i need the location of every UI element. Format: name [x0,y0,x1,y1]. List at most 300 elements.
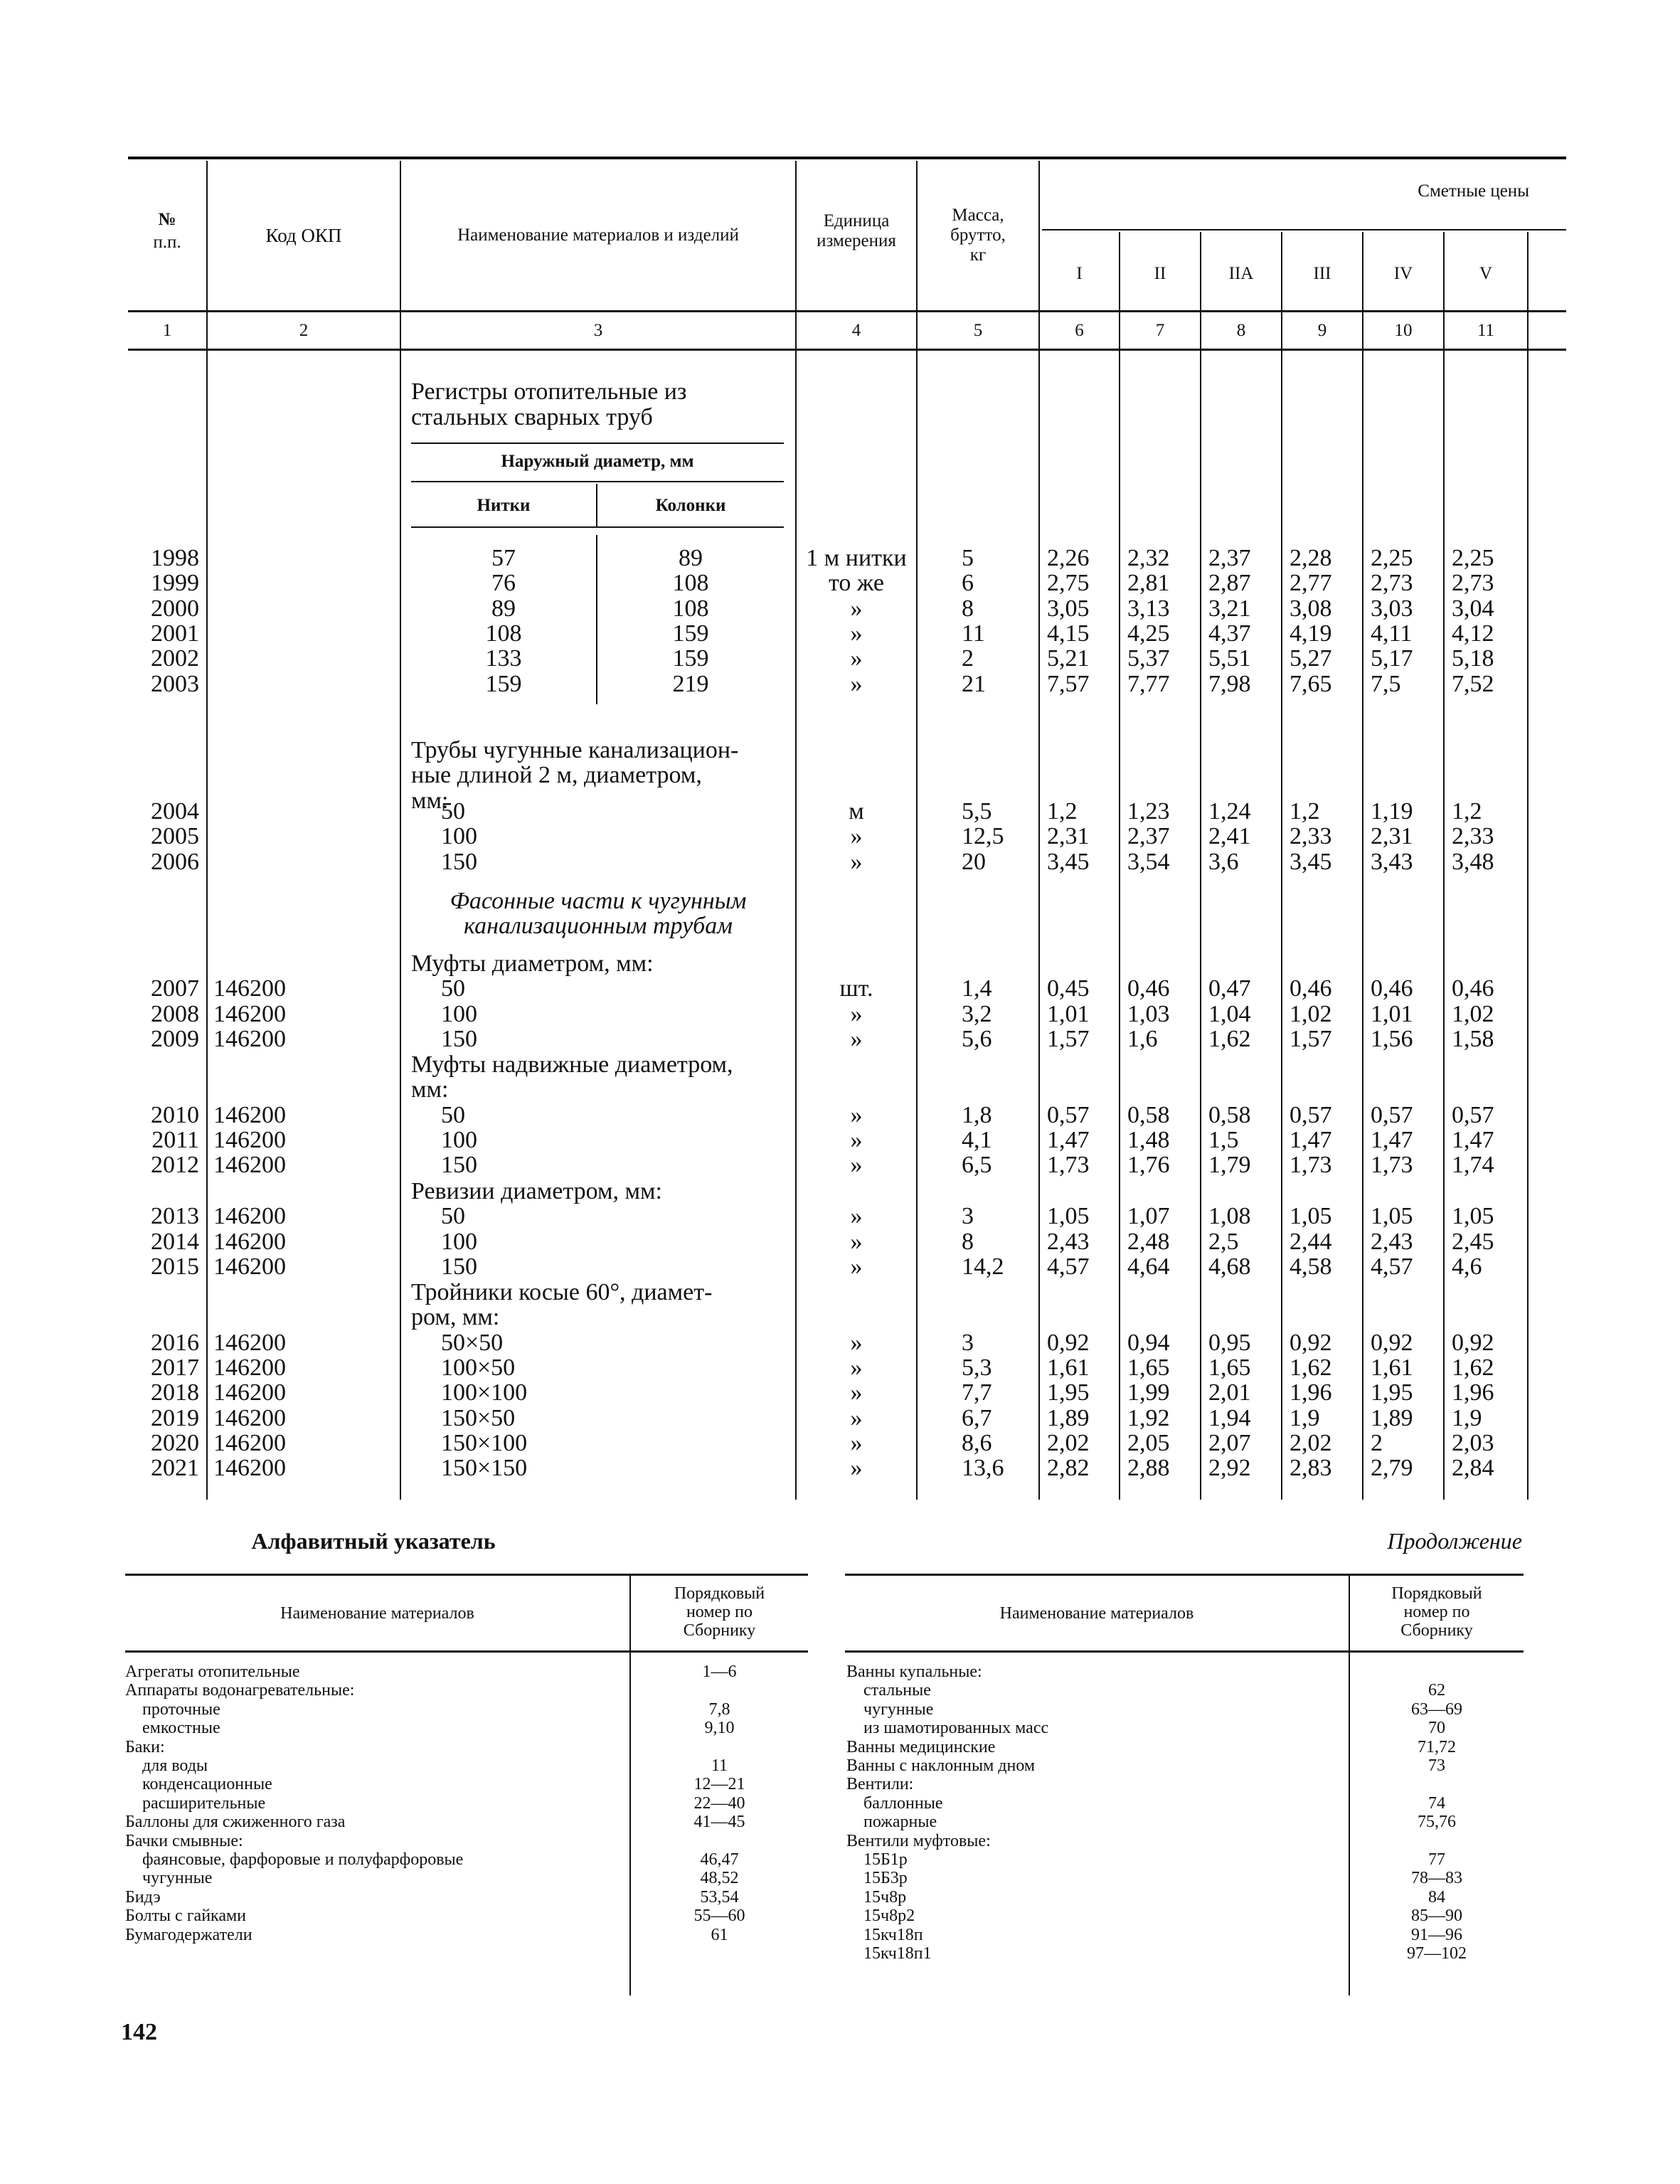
row-price: 2,87 [1208,570,1251,597]
section-title-registers: Регистры отопительные из [411,378,687,405]
column-number: 1 [162,321,172,340]
index-title: Алфавитный указатель [251,1528,496,1554]
row-price: 3,04 [1452,595,1494,622]
row-number: 1998 [151,545,199,571]
row-price: 5,18 [1452,645,1494,672]
row-price: 7,5 [1371,670,1401,697]
subtable-bottom-rule [411,526,784,528]
row-price: 7,57 [1047,670,1090,697]
index-entry-name: Ванны медицинские [846,1737,996,1756]
row-price: 1,79 [1208,1152,1251,1179]
index-entry-name: Бачки смывные: [125,1831,243,1850]
row-mass: 3,2 [962,1000,992,1027]
row-price: 2,37 [1208,545,1251,571]
row-unit: » [850,670,863,697]
row-price: 2,05 [1127,1429,1170,1456]
section-title: мм: [411,1076,449,1103]
section-title-registers: стальных сварных труб [411,404,653,430]
header-price-col: I [1076,264,1083,283]
column-number: 4 [851,321,861,340]
row-outer-diameter-b: 219 [672,670,709,697]
section-title: мм: [411,787,449,814]
row-unit: то же [828,570,885,597]
row-price: 0,92 [1047,1329,1090,1356]
row-price: 1,61 [1371,1354,1413,1381]
row-price: 0,58 [1127,1101,1170,1128]
row-price: 3,08 [1290,595,1332,622]
row-price: 2,82 [1047,1455,1090,1482]
row-price: 0,46 [1127,975,1170,1002]
row-unit: » [850,1126,863,1153]
col-divider-prices [1038,161,1040,1500]
row-name: 100×100 [441,1379,528,1406]
index-entry-name: 15Б3р [863,1869,908,1888]
row-name: 150 [441,848,477,875]
row-price: 1,89 [1047,1404,1090,1431]
row-price: 1,48 [1127,1126,1170,1153]
index-entry-name: Ванны купальные: [846,1663,982,1681]
row-price: 3,43 [1371,848,1413,875]
index-entry-name: Болты с гайками [125,1907,247,1926]
row-price: 4,57 [1047,1253,1090,1280]
index-entry-number: 97—102 [1407,1944,1467,1963]
index-entry-number: 1—6 [702,1663,737,1681]
row-mass: 3 [962,1329,974,1356]
subtable-divider [596,484,597,526]
col-divider-p1 [1119,232,1120,1500]
row-number: 2010 [151,1101,199,1128]
index-entry-number: 75,76 [1418,1813,1456,1832]
row-price: 1,08 [1208,1203,1251,1230]
row-price: 1,02 [1452,1000,1494,1027]
subtable-top-rule [411,442,784,444]
row-outer-diameter-a: 108 [485,620,522,647]
row-unit: » [850,1025,863,1052]
row-number: 2008 [151,1000,199,1027]
row-unit: » [850,1203,863,1230]
row-price: 4,12 [1452,620,1494,647]
row-price: 1,9 [1290,1404,1320,1431]
row-price: 1,01 [1047,1000,1090,1027]
index-continuation: Продолжение [1387,1528,1522,1554]
row-price: 1,73 [1371,1152,1413,1179]
row-mass: 14,2 [962,1253,1004,1280]
row-number: 2015 [151,1253,199,1280]
row-price: 1,2 [1452,798,1482,825]
row-price: 1,73 [1290,1152,1332,1179]
row-price: 1,03 [1127,1000,1170,1027]
row-number: 2012 [151,1152,199,1179]
header-okp: Код ОКП [265,225,342,246]
header-price-col: IV [1393,264,1413,283]
header-prices-group: Сметные цены [1418,181,1529,201]
index-entry-name: фаянсовые, фарфоровые и полуфарфоровые [142,1850,464,1869]
row-price: 7,52 [1452,670,1494,697]
row-price: 2,32 [1127,545,1170,571]
row-unit: » [850,620,863,647]
row-price: 4,68 [1208,1253,1251,1280]
index-entry-name: Баллоны для сжиженного газа [125,1813,346,1832]
row-price: 5,21 [1047,645,1090,672]
row-price: 1,05 [1290,1203,1332,1230]
row-mass: 11 [962,620,985,647]
row-unit: » [850,1152,863,1179]
row-price: 0,45 [1047,975,1090,1002]
row-mass: 5,3 [962,1354,992,1381]
row-price: 3,13 [1127,595,1170,622]
row-price: 4,19 [1290,620,1332,647]
index-entry-number: 78—83 [1411,1869,1462,1888]
row-price: 1,6 [1127,1025,1158,1052]
row-mass: 12,5 [962,823,1004,850]
row-name: 150×100 [441,1429,528,1456]
section-title: Муфты диаметром, мм: [411,950,654,977]
row-okp-code: 146200 [213,975,286,1002]
row-unit: » [850,1354,863,1381]
row-price: 0,57 [1371,1101,1413,1128]
row-price: 1,47 [1290,1126,1332,1153]
row-okp-code: 146200 [213,1025,286,1052]
row-price: 4,11 [1371,620,1413,647]
row-price: 2,83 [1290,1455,1332,1482]
row-price: 2,33 [1290,823,1332,850]
row-price: 2,48 [1127,1228,1170,1255]
header-price-col: III [1313,264,1331,283]
row-number: 2006 [151,848,199,875]
index-right-top-rule [845,1574,1524,1576]
row-price: 2,44 [1290,1228,1332,1255]
index-right-col-num: Сборнику [1400,1621,1473,1640]
row-name: 100 [441,823,477,850]
row-outer-diameter-a: 57 [491,545,516,571]
index-entry-name: Вентили: [846,1775,914,1794]
row-mass: 3 [962,1203,974,1230]
row-unit: » [850,1101,863,1128]
row-number: 2001 [151,620,199,647]
row-unit: » [850,645,863,672]
row-price: 2,02 [1290,1429,1332,1456]
row-name: 100 [441,1000,477,1027]
index-entry-name: для воды [142,1756,208,1775]
row-price: 1,05 [1047,1203,1090,1230]
row-name: 100 [441,1126,477,1153]
row-okp-code: 146200 [213,1329,286,1356]
row-unit: шт. [839,975,873,1002]
row-outer-diameter-b: 108 [672,570,709,597]
row-price: 1,99 [1127,1379,1170,1406]
row-price: 1,95 [1371,1379,1413,1406]
row-price: 3,6 [1208,848,1239,875]
row-price: 0,58 [1208,1101,1251,1128]
row-mass: 20 [962,848,986,875]
row-mass: 7,7 [962,1379,992,1406]
row-unit: » [850,1455,863,1482]
row-price: 1,19 [1371,798,1413,825]
row-price: 2,25 [1371,545,1413,571]
index-entry-name: Ванны с наклонным дном [846,1756,1036,1775]
row-okp-code: 146200 [213,1126,286,1153]
row-unit: » [850,1379,863,1406]
row-price: 4,6 [1452,1253,1482,1280]
index-entry-name: 15ч8р [863,1887,907,1907]
column-number: 10 [1394,321,1413,340]
col-divider-name [400,161,401,1500]
row-number: 2014 [151,1228,199,1255]
header-mass-2: брутто, [950,226,1006,245]
index-entry-name: расширительные [142,1793,266,1813]
header-price-col: V [1479,264,1493,283]
index-entry-number: 22—40 [693,1793,745,1813]
index-entry-name: Аппараты водонагревательные: [125,1681,355,1700]
row-name: 50 [441,798,465,825]
index-entry-name: 15ч8р2 [863,1907,915,1926]
row-price: 2 [1371,1429,1383,1456]
row-price: 2,43 [1047,1228,1090,1255]
row-okp-code: 146200 [213,1000,286,1027]
row-price: 0,57 [1047,1101,1090,1128]
row-price: 2,26 [1047,545,1090,571]
index-entry-number: 73 [1428,1756,1445,1775]
row-okp-code: 146200 [213,1253,286,1280]
index-entry-name: 15Б1р [863,1850,908,1869]
row-price: 1,92 [1127,1404,1170,1431]
row-price: 1,56 [1371,1025,1413,1052]
index-right-header-rule [845,1650,1524,1653]
row-price: 1,65 [1127,1354,1170,1381]
row-outer-diameter-b: 159 [672,645,709,672]
index-entry-number: 62 [1428,1681,1445,1700]
row-name: 50×50 [441,1329,504,1356]
index-entry-number: 77 [1428,1850,1445,1869]
row-mass: 13,6 [962,1455,1004,1482]
row-number: 2000 [151,595,199,622]
row-price: 7,77 [1127,670,1170,697]
row-number: 2013 [151,1203,199,1230]
row-mass: 6 [962,570,974,597]
row-number: 2009 [151,1025,199,1052]
row-name: 150 [441,1253,477,1280]
row-price: 2,45 [1452,1228,1494,1255]
index-entry-name: 15кч18п1 [863,1944,932,1963]
index-entry-number: 74 [1428,1793,1445,1813]
row-outer-diameter-a: 159 [485,670,522,697]
row-price: 4,57 [1371,1253,1413,1280]
index-entry-name: Агрегаты отопительные [125,1663,300,1681]
row-number: 2004 [151,798,199,825]
row-number: 2007 [151,975,199,1002]
row-price: 2,5 [1208,1228,1239,1255]
section-title: Ревизии диаметром, мм: [411,1178,662,1204]
column-number: 8 [1236,321,1246,340]
col-divider-p2 [1200,232,1201,1500]
row-name: 150 [441,1152,477,1179]
col-divider-mass [916,161,918,1500]
index-right-col-num: номер по [1403,1603,1470,1621]
row-price: 0,92 [1290,1329,1332,1356]
index-entry-number: 12—21 [693,1775,745,1794]
row-price: 1,74 [1452,1152,1494,1179]
row-unit: » [850,1000,863,1027]
index-right-col-num: Порядковый [1391,1584,1482,1603]
subtable-header: Наружный диаметр, мм [501,452,694,471]
row-mass: 5,6 [962,1025,992,1052]
row-price: 7,98 [1208,670,1251,697]
row-number: 2017 [151,1354,199,1381]
row-price: 3,21 [1208,595,1251,622]
row-price: 2,07 [1208,1429,1251,1456]
row-name: 150×150 [441,1455,528,1482]
index-entry-number: 70 [1428,1719,1445,1738]
row-mass: 5 [962,545,974,571]
row-unit: » [850,1228,863,1255]
row-price: 4,58 [1290,1253,1332,1280]
row-price: 3,03 [1371,595,1413,622]
row-name: 150×50 [441,1404,516,1431]
row-price: 4,15 [1047,620,1090,647]
row-mass: 21 [962,670,986,697]
row-okp-code: 146200 [213,1379,286,1406]
row-number: 2002 [151,645,199,672]
column-number: 5 [973,321,983,340]
row-name: 50 [441,975,465,1002]
row-price: 4,64 [1127,1253,1170,1280]
row-mass: 2 [962,645,974,672]
row-price: 3,05 [1047,595,1090,622]
row-price: 1,62 [1290,1354,1332,1381]
row-mass: 5,5 [962,798,992,825]
row-number: 2020 [151,1429,199,1456]
row-outer-diameter-a: 133 [485,645,522,672]
row-price: 2,37 [1127,823,1170,850]
row-price: 1,2 [1047,798,1078,825]
row-price: 0,46 [1371,975,1413,1002]
index-entry-number: 85—90 [1411,1907,1462,1926]
row-price: 0,57 [1452,1101,1494,1128]
index-entry-name: чугунные [863,1700,934,1719]
header-name: Наименование материалов и изделий [457,226,739,245]
index-entry-name: баллонные [863,1793,943,1813]
row-outer-diameter-b: 159 [672,620,709,647]
row-outer-diameter-a: 89 [491,595,516,622]
column-number: 3 [593,321,603,340]
column-number: 11 [1477,321,1495,340]
index-entry-name: Баки: [125,1737,165,1756]
row-price: 1,62 [1208,1025,1251,1052]
row-price: 1,05 [1452,1203,1494,1230]
row-mass: 1,8 [962,1101,992,1128]
row-price: 0,95 [1208,1329,1251,1356]
row-unit: » [850,823,863,850]
index-entry-name: стальные [863,1681,931,1700]
row-price: 2,92 [1208,1455,1251,1482]
row-price: 1,5 [1208,1126,1239,1153]
index-entry-name: Бумагодержатели [125,1925,252,1944]
row-outer-diameter-a: 76 [491,570,516,597]
row-okp-code: 146200 [213,1228,286,1255]
row-price: 1,61 [1047,1354,1090,1381]
row-outer-diameter-b: 108 [672,595,709,622]
row-okp-code: 146200 [213,1101,286,1128]
section-title: ные длиной 2 м, диаметром, [411,762,702,789]
row-name: 100 [441,1228,477,1255]
row-price: 3,45 [1290,848,1332,875]
section-title-fittings: канализационным трубам [464,913,733,940]
row-price: 7,65 [1290,670,1332,697]
row-unit: 1 м нитки [806,545,907,571]
row-price: 5,51 [1208,645,1251,672]
row-price: 2,84 [1452,1455,1494,1482]
row-price: 2,77 [1290,570,1332,597]
row-unit: » [850,848,863,875]
row-number: 2016 [151,1329,199,1356]
index-entry-number: 7,8 [708,1700,730,1719]
row-mass: 8 [962,595,974,622]
index-entry-name: из шамотированных масс [863,1719,1049,1738]
row-price: 2,31 [1047,823,1090,850]
col-divider-p5 [1443,232,1445,1500]
row-okp-code: 146200 [213,1152,286,1179]
row-price: 1,47 [1371,1126,1413,1153]
row-price: 2,88 [1127,1455,1170,1482]
row-price: 1,58 [1452,1025,1494,1052]
row-price: 4,25 [1127,620,1170,647]
row-price: 0,92 [1452,1329,1494,1356]
row-unit: » [850,595,863,622]
column-number: 9 [1317,321,1327,340]
page-number: 142 [121,2019,157,2045]
index-left-top-rule [125,1574,808,1576]
row-price: 1,2 [1290,798,1320,825]
header-unit-2: измерения [817,231,896,250]
row-price: 2,41 [1208,823,1251,850]
row-price: 2,33 [1452,823,1494,850]
section-title: ром, мм: [411,1304,500,1331]
index-entry-name: проточные [142,1700,220,1719]
row-price: 2,43 [1371,1228,1413,1255]
index-entry-number: 55—60 [693,1907,745,1926]
subtable-mid-rule [411,481,784,482]
col-divider-p3 [1281,232,1282,1500]
column-number: 7 [1155,321,1165,340]
col-divider-okp [206,161,208,1500]
row-okp-code: 146200 [213,1429,286,1456]
index-entry-number: 11 [711,1756,728,1775]
row-price: 1,23 [1127,798,1170,825]
row-okp-code: 146200 [213,1354,286,1381]
index-entry-number: 9,10 [704,1719,735,1738]
row-mass: 8,6 [962,1429,992,1456]
row-okp-code: 146200 [213,1203,286,1230]
row-number: 2003 [151,670,199,697]
index-left-col-name: Наименование материалов [280,1604,474,1623]
row-name: 100×50 [441,1354,516,1381]
row-price: 3,45 [1047,848,1090,875]
row-price: 2,73 [1452,570,1494,597]
header-mass-1: Масса, [952,206,1004,225]
row-number: 2005 [151,823,199,850]
row-name: 150 [441,1025,477,1052]
row-price: 0,94 [1127,1329,1170,1356]
row-price: 0,92 [1371,1329,1413,1356]
index-entry-number: 53,54 [700,1887,739,1907]
row-price: 2,01 [1208,1379,1251,1406]
subtable-col-a: Нитки [477,496,531,515]
row-price: 1,73 [1047,1152,1090,1179]
row-price: 2,81 [1127,570,1170,597]
row-price: 1,07 [1127,1203,1170,1230]
index-entry-name: Бидэ [125,1887,161,1907]
row-price: 2,79 [1371,1455,1413,1482]
